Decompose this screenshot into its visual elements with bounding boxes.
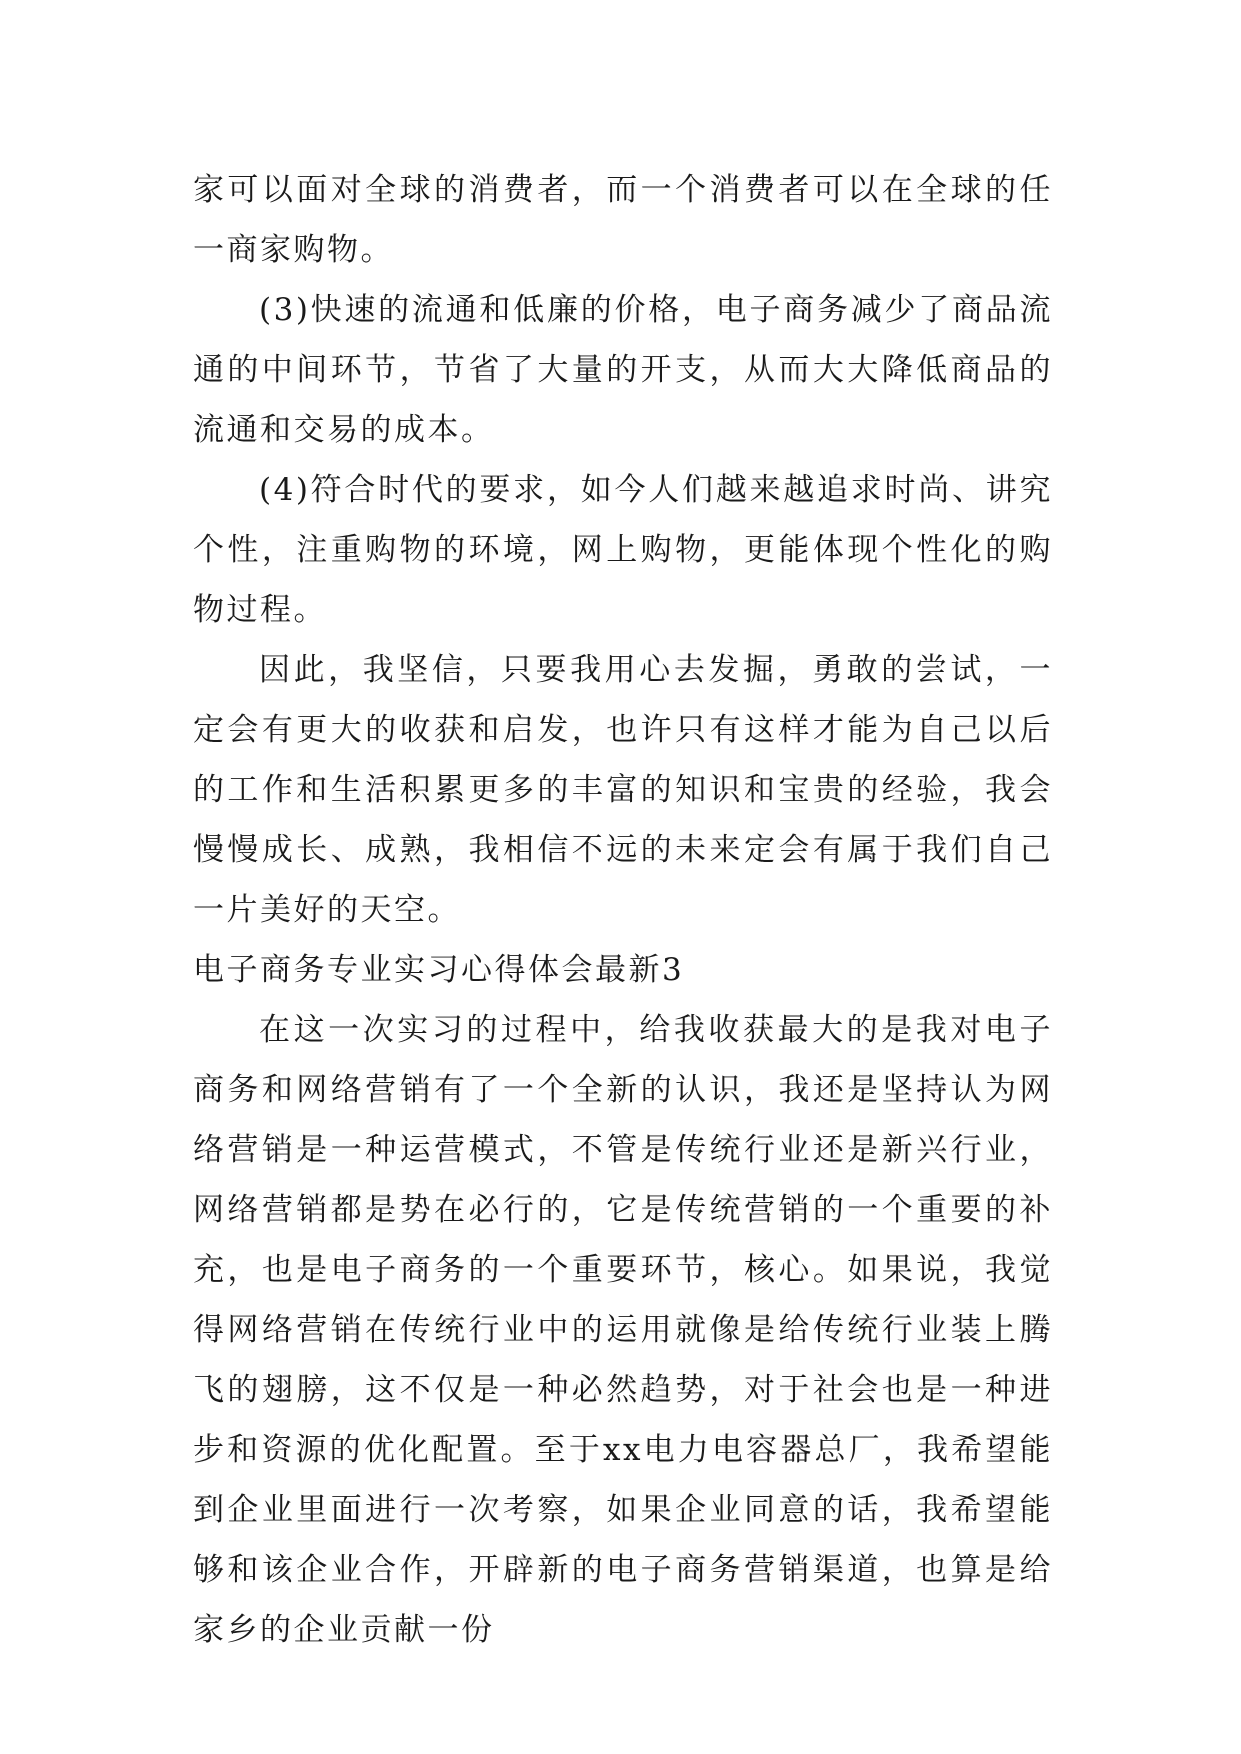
paragraph-continuation: 家可以面对全球的消费者，而一个消费者可以在全球的任一商家购物。: [193, 172, 1053, 268]
section-heading: 电子商务专业实习心得体会最新3: [193, 952, 685, 988]
paragraph-point-3: (3)快速的流通和低廉的价格，电子商务减少了商品流通的中间环节，节省了大量的开支，从而大大降低商品的流通和交易的成本。: [193, 292, 1053, 448]
paragraph-conclusion: 因此，我坚信，只要我用心去发掘，勇敢的尝试，一定会有更大的收获和启发，也许只有这样才能为自己以后的工作和生活积累更多的丰富的知识和宝贵的经验，我会慢慢成长、成熟，我相信不远的未来定会有属于我们自己一片美好的天空。: [193, 652, 1053, 928]
paragraph-section-3: 在这一次实习的过程中，给我收获最大的是我对电子商务和网络营销有了一个全新的认识，我还是坚持认为网络营销是一种运营模式，不管是传统行业还是新兴行业，网络营销都是势在必行的，它是传统营销的一个重要的补充，也是电子商务的一个重要环节，核心。如果说，我觉得网络营销在传统行业中的运用就像是给传统行业装上腾飞的翅膀，这不仅是一种必然趋势，对于社会也是一种进步和资源的优化配置。至于xx电力电容器总厂，我希望能到企业里面进行一次考察，如果企业同意的话，我希望能够和该企业合作，开辟新的电子商务营销渠道，也算是给家乡的企业贡献一份: [193, 1012, 1053, 1648]
document-page: [193, 160, 1053, 1660]
paragraph-point-4: (4)符合时代的要求，如今人们越来越追求时尚、讲究个性，注重购物的环境，网上购物，更能体现个性化的购物过程。: [193, 472, 1053, 628]
